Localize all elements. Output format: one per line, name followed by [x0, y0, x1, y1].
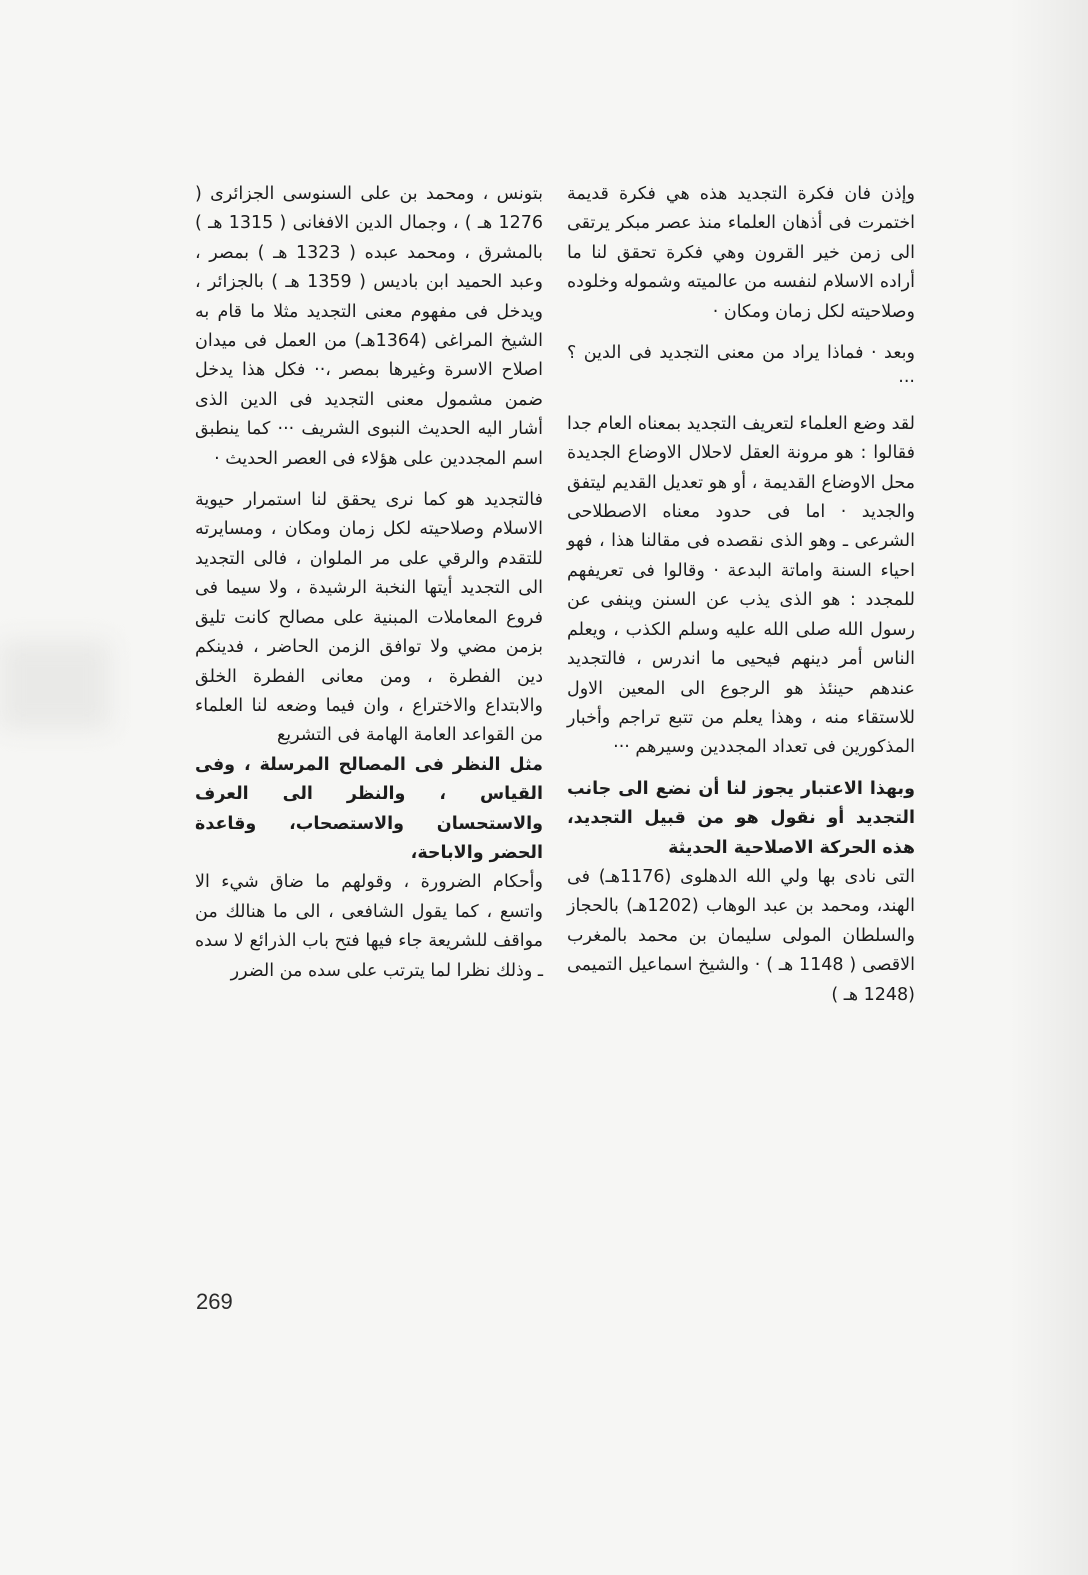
page-edge-shadow [1008, 0, 1088, 1575]
paragraph: بتونس ، ومحمد بن على السنوسى الجزائرى ( 1276 هـ ) ، وجمال الدين الافغانى ( 1315 هـ ) بالمشرق ، ومحمد عبده ( 1323 هـ ) بمصر ، وعبد الحميد ابن باديس ( 1359 هـ ) بالجزائر ، ويدخل فى مفهوم معنى التجديد مثلا ما قام به الشيخ المراغى (1364هـ) من العمل فى ميدان اصلاح الاسرة وغيرها بمصر ،·· فكل هذا يدخل ضمن مشمول معنى التجديد فى الدين الذى أشار اليه الحديث النبوى الشريف ··· كما ينطبق اسم المجددين على هؤلاء فى العصر الحديث · [195, 184, 544, 469]
scan-shadow [0, 640, 110, 730]
paragraph-bold: مثل النظر فى المصالح المرسلة ، وفى القياس ، والنظر الى العرف والاستحسان والاستصحاب، وقاعدة الحضر والاباحة، [195, 754, 543, 863]
page-number: 269 [196, 1289, 233, 1314]
paragraph: وبعد · فماذا يراد من معنى التجديد فى الدين ؟ ··· [567, 343, 915, 393]
paragraph: وأحكام الضرورة ، وقولهم ما ضاق شيء الا واتسع ، كما يقول الشافعى ، الى ما هنالك من مواقف للشريعة جاء فيها فتح باب الذرائع لا سده ـ وذلك نظرا لما يترتب على سده من الضرر [195, 872, 543, 981]
paragraph-bold: وبهذا الاعتبار يجوز لنا أن نضع الى جانب التجديد أو نقول هو من قبيل التجديد، هذه الحركة الاصلاحية الحديثة [567, 778, 915, 858]
paragraph: التى نادى بها ولي الله الدهلوى (1176هـ) فى الهند، ومحمد بن عبد الوهاب (1202هـ) بالحجاز والسلطان المولى سليمان بن محمد بالمغرب الاقصى ( 1148 هـ ) · والشيخ اسماعيل التميمى (1248 هـ ) [567, 866, 916, 1005]
left-text-column [195, 180, 543, 986]
paragraph: فالتجديد هو كما نرى يحقق لنا استمرار حيوية الاسلام وصلاحيته لكل زمان ومكان ، ومسايرته للتقدم والرقي على مر الملوان ، فالى التجديد الى التجديد أيتها النخبة الرشيدة ، ولا سيما فى فروع المعاملات المبنية على مصالح كانت تليق بزمن مضي ولا توافق الزمن الحاضر ، فدينكم دين الفطرة ، ومن معانى الفطرة الخلق والابتداع والاختراع ، وان فيما وضعه لنا العلماء من القواعد العامة الهامة فى التشريع [195, 490, 543, 746]
right-text-column [567, 180, 915, 1010]
paragraph: لقد وضع العلماء لتعريف التجديد بمعناه العام جدا فقالوا : هو مرونة العقل لاحلال الاوضاع الجديدة محل الاوضاع القديمة ، أو هو تعديل القديم ليتفق والجديد · اما فى حدود معناه الاصطلاحى الشرعى ـ وهو الذى نقصده فى مقالنا هذا ، فهو احياء السنة واماتة البدعة · وقالوا فى تعريفهم للمجدد : هو الذى يذب عن السنن وينفى عن رسول الله صلى الله عليه وسلم الكذب ، ويعلم الناس أمر دينهم فيحيى ما اندرس ، فالتجديد عندهم حينئذ هو الرجوع الى المعين الاول للاستقاء منه ، وهذا يعلم من تتبع تراجم وأخبار المذكورين فى تعداد المجددين وسيرهم ··· [567, 413, 915, 758]
paragraph: وإذن فان فكرة التجديد هذه هي فكرة قديمة اختمرت فى أذهان العلماء منذ عصر مبكر يرتقى الى زمن خير القرون وهي فكرة تحقق لنا ما أراده الاسلام لنفسه من عالميته وشموله وخلوده وصلاحيته لكل زمان ومكان · [567, 184, 915, 322]
